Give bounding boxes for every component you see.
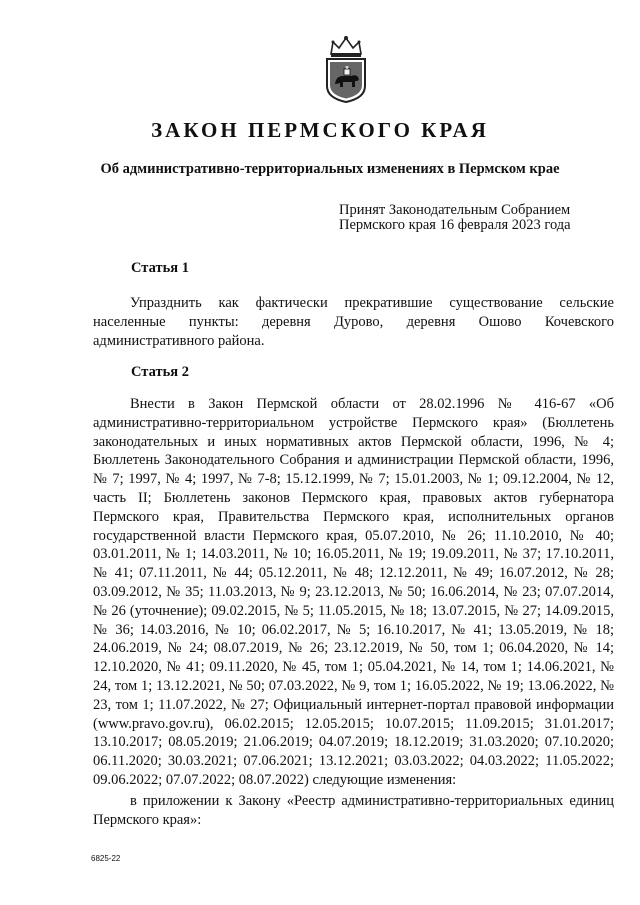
perm-krai-coat-of-arms-icon (321, 34, 371, 104)
law-subtitle: Об административно-территориальных изменениях в Пермском крае (100, 161, 560, 177)
document-code: 6825-22 (91, 854, 121, 863)
adoption-line-2: Пермского края 16 февраля 2023 года (339, 217, 571, 233)
adoption-note (339, 203, 571, 233)
article-2-heading: Статья 2 (131, 364, 189, 380)
article-2-text: Внести в Закон Пермской области от 28.02.1996 № 416-67 «Об административно-территориальном устройстве Пермского края» (Бюллетень законодательных и иных нормативных актов Пермской области, 1996, № 4; Бюллетень Законодательного Собрания и администрации Пермской области, 1996, № 7; 1997, № 4; 1997, № 7-8; 15.12.1999, № 7; 15.01.2003, № 1; 09.12.2004, № 12, часть II; Бюллетень законов Пермского края, правовых актов губернатора Пермского края, Правительства Пермского края, исполнительных органов государственной власти Пермского края, 05.07.2010, № 26; 11.10.2010, № 40; 03.01.2011, № 1; 14.03.2011, № 10; 16.05.2011, № 19; 19.09.2011, № 37; 17.10.2011, № 41; 07.11.2011, № 44; 05.12.2011, № 48; 12.12.2011, № 49; 16.07.2012, № 28; 03.09.2012, № 35; 11.03.2013, № 9; 23.12.2013, № 50; 16.06.2014, № 23; 07.07.2014, № 26 (уточнение); 09.02.2015, № 5; 11.05.2015, № 18; 13.07.2015, № 27; 14.09.2015, № 36; 14.03.2016, № 10; 06.02.2017, № 5; 16.10.2017, № 41; 13.05.2019, № 18; 24.06.2019, № 24; 08.07.2019, № 26; 23.12.2019, № 50, том 1; 06.04.2020, № 14; 12.10.2020, № 41; 09.11.2020, № 45, том 1; 05.04.2021, № 14, том 1; 14.06.2021, № 24, том 1; 13.12.2021, № 50; 07.03.2022, № 9, том 1; 16.05.2022, № 19; 13.06.2022, № 23, том 1; 11.07.2022, № 27; Официальный интернет-портал правовой информации (www.pravo.gov.ru), 06.02.2015; 12.05.2015; 10.07.2015; 11.09.2015; 31.01.2017; 13.10.2017; 08.05.2019; 21.06.2019; 04.07.2019; 18.12.2019; 31.03.2020; 07.10.2020; 06.11.2020; 30.03.2021; 07.06.2021; 13.12.2021; 03.03.2022; 04.03.2022; 11.05.2022; 09.06.2022; 07.07.2022; 08.07.2022) следующие изменения: (93, 396, 614, 788)
article-1-heading: Статья 1 (131, 260, 189, 276)
adoption-line-1: Принят Законодательным Собранием (339, 202, 571, 218)
article-2-subtext: в приложении к Закону «Реестр административно-территориальных единиц Пермского края»: (93, 793, 614, 828)
law-title: ЗАКОН ПЕРМСКОГО КРАЯ (151, 118, 489, 142)
article-1-text: Упразднить как фактически прекратившие существование сельские населенные пункты: деревня Дурово, деревня Ошово Кочевского административного района. (93, 295, 614, 349)
